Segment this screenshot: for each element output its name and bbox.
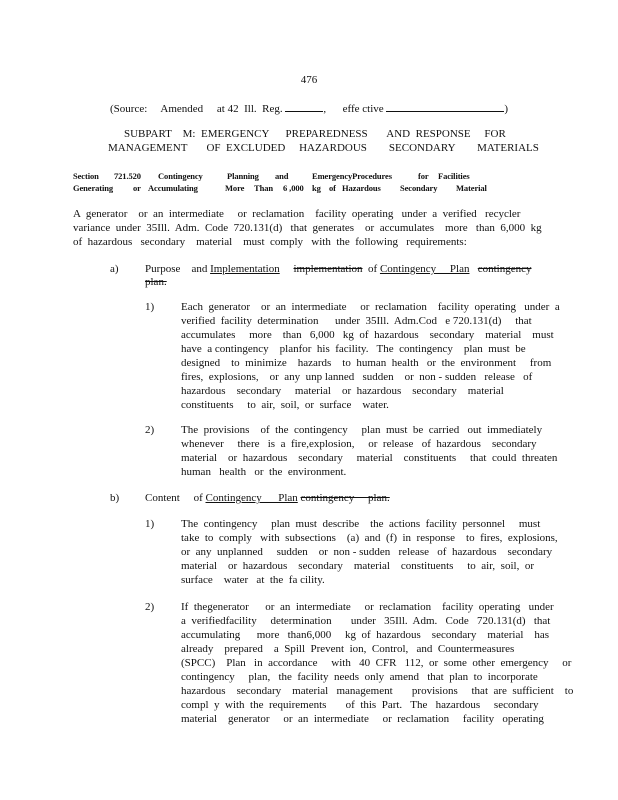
subpart-heading-line1: SUBPART M: EMERGENCY PREPAREDNESS AND RESPONSE FOR (124, 128, 506, 140)
item-b2-line: If thegenerator or an intermediate or reclamation facility operating under (181, 601, 554, 613)
section-word: EmergencyProcedures (312, 171, 392, 181)
item-a-label: a) (110, 263, 119, 275)
item-a-inserted-text: Implementation (210, 263, 280, 275)
page-number: 476 (300, 74, 318, 86)
section-word: kg (312, 183, 321, 193)
item-a2-line: material or hazardous secondary material constituents that could threaten (181, 452, 558, 464)
item-b1-line: The contingency plan must describe the actions facility personnel must (181, 518, 541, 530)
item-b2-line: material generator or an intermediate or reclamation facility operating (181, 713, 544, 725)
section-word: 6 ,000 (283, 183, 304, 193)
item-b-deleted-text: contingency plan. (300, 492, 390, 504)
item-a2-label: 2) (145, 424, 155, 436)
item-b-label: b) (110, 492, 120, 504)
section-word: or (133, 183, 141, 193)
intro-line: of hazardous secondary material must comply with the following requirements: (73, 236, 467, 248)
item-a1-line: have a contingency planfor his facility. The contingency plan must be (181, 343, 526, 355)
item-b2-line: compl y with the requirements of this Part. The hazardous secondary (181, 699, 539, 711)
item-a1-line: hazardous secondary material or hazardous secondary material (181, 385, 504, 397)
item-a-text: Purpose and (145, 263, 211, 275)
item-a1-line: Each generator or an intermediate or reclamation facility operating under a (181, 301, 560, 313)
intro-line: variance under 35Ill. Adm. Code 720.131(d) that generates or accumulates more than 6,000 kg (73, 222, 542, 234)
item-a1-line: verified facility determination under 35Ill. Adm.Cod e 720.131(d) that (181, 315, 532, 327)
section-heading-row1 (0, 170, 618, 182)
item-b2-line: (SPCC) Plan in accordance with 40 CFR 112, or some other emergency or (181, 657, 572, 669)
item-a-inserted-text: Contingency Plan (379, 263, 470, 275)
item-a-deleted-text: plan. (145, 276, 167, 288)
item-b1-line: material or hazardous secondary material constituents to air, soil, or (181, 560, 534, 572)
item-b1-label: 1) (145, 518, 155, 530)
item-b1-line: or any unplanned sudden or non - sudden release of hazardous secondary (181, 546, 553, 558)
item-b-heading (145, 492, 390, 506)
item-b-text: Content of (145, 492, 206, 504)
item-a-heading (145, 263, 532, 277)
source-prefix: (Source: Amended at 42 Ill. Reg. (110, 103, 283, 115)
subpart-heading-line2: MANAGEMENT OF EXCLUDED HAZARDOUS SECONDARY MATERIALS (108, 142, 539, 154)
item-b2-line: hazardous secondary material management provisions that are sufficient to (181, 685, 574, 697)
item-a2-line: human health or the environment. (181, 466, 347, 478)
section-word: Secondary (400, 183, 438, 193)
section-word: Generating (73, 183, 114, 193)
item-a-deleted-text: contingency (477, 263, 532, 275)
item-a1-line: constituents to air, soil, or surface water. (181, 399, 389, 411)
reg-blank (285, 102, 323, 112)
intro-line: A generator or an intermediate or reclamation facility operating under a verified recycler (73, 208, 521, 220)
section-word: Than (254, 183, 273, 193)
section-word: Hazardous (342, 183, 381, 193)
item-b-inserted-text: Contingency Plan (205, 492, 298, 504)
section-word: Material (456, 183, 487, 193)
item-a1-line: designed to minimize hazards to human health or the environment from (181, 357, 552, 369)
item-a2-line: The provisions of the contingency plan must be carried out immediately (181, 424, 543, 436)
section-word: Accumulating (148, 183, 198, 193)
source-middle: , effe ctive (323, 103, 384, 115)
section-word: Facilities (438, 171, 470, 181)
effective-blank (386, 102, 504, 112)
section-word: Section (73, 171, 99, 181)
item-a-deleted-text: implementation (293, 263, 363, 275)
section-word: Planning (227, 171, 259, 181)
item-b2-line: contingency plan, the facility needs only amend that plan to incorporate (181, 671, 538, 683)
item-b1-line: surface water at the fa cility. (181, 574, 325, 586)
section-heading-row2 (0, 182, 618, 194)
section-word: for (418, 171, 429, 181)
section-word: and (275, 171, 289, 181)
item-b2-label: 2) (145, 601, 155, 613)
item-a2-line: whenever there is a fire,explosion, or release of hazardous secondary (181, 438, 537, 450)
source-line (110, 102, 508, 117)
item-b2-line: already prepared a Spill Prevent ion, Control, and Countermeasures (181, 643, 515, 655)
item-b2-line: a verifiedfacility determination under 35Ill. Adm. Code 720.131(d) that (181, 615, 551, 627)
section-word: of (329, 183, 336, 193)
item-a1-line: fires, explosions, or any unp lanned sudden or non - sudden release of (181, 371, 533, 383)
source-suffix: ) (504, 103, 509, 115)
item-a-text: of (368, 263, 380, 275)
section-word: More (225, 183, 245, 193)
item-b1-line: take to comply with subsections (a) and (f) in response to fires, explosions, (181, 532, 558, 544)
item-b2-line: accumulating more than6,000 kg of hazardous secondary material has (181, 629, 550, 641)
item-a1-label: 1) (145, 301, 155, 313)
item-a1-line: accumulates more than 6,000 kg of hazardous secondary material must (181, 329, 554, 341)
section-word: Contingency (158, 171, 203, 181)
section-number: 721.520 (114, 171, 141, 181)
